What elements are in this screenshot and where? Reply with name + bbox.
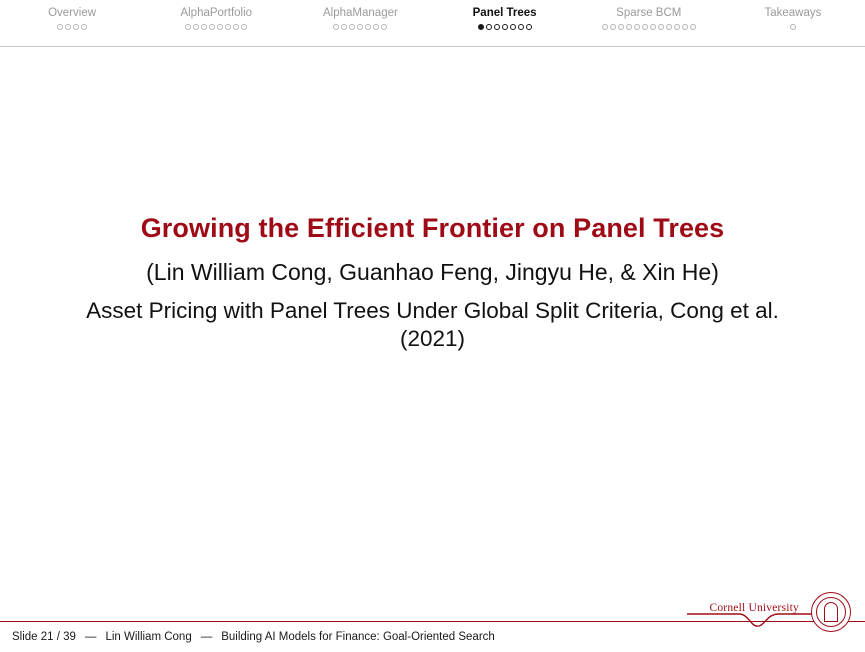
- nav-dot[interactable]: [73, 24, 79, 30]
- nav-section-label: AlphaPortfolio: [180, 7, 253, 19]
- nav-dot[interactable]: [502, 24, 508, 30]
- nav-dot[interactable]: [494, 24, 500, 30]
- footer-separator-1: —: [84, 631, 97, 643]
- nav-dot[interactable]: [381, 24, 387, 30]
- nav-dot[interactable]: [486, 24, 492, 30]
- nav-dot[interactable]: [626, 24, 632, 30]
- nav-dot[interactable]: [526, 24, 532, 30]
- logo-wordmark: Cornell University: [709, 602, 799, 614]
- nav-dot[interactable]: [201, 24, 207, 30]
- nav-dot[interactable]: [674, 24, 680, 30]
- nav-dot[interactable]: [225, 24, 231, 30]
- nav-section-dots[interactable]: [185, 24, 247, 30]
- nav-dot[interactable]: [185, 24, 191, 30]
- nav-dot[interactable]: [666, 24, 672, 30]
- nav-dot[interactable]: [233, 24, 239, 30]
- nav-dot[interactable]: [241, 24, 247, 30]
- presenter-name: Lin William Cong: [105, 631, 192, 643]
- nav-section-label: Sparse BCM: [616, 7, 682, 19]
- subtitle-line: Asset Pricing with Panel Trees Under Global Split Criteria, Cong et al.(2021): [86, 298, 779, 351]
- nav-dot[interactable]: [357, 24, 363, 30]
- nav-dot[interactable]: [81, 24, 87, 30]
- nav-dot[interactable]: [518, 24, 524, 30]
- nav-section-dots[interactable]: [333, 24, 387, 30]
- talk-title: Building AI Models for Finance: Goal-Oriented Search: [221, 631, 495, 643]
- nav-dot[interactable]: [333, 24, 339, 30]
- nav-dot[interactable]: [478, 24, 484, 30]
- authors-line: (Lin William Cong, Guanhao Feng, Jingyu He, & Xin He): [146, 259, 719, 285]
- nav-section-alphamanager[interactable]: [288, 6, 432, 30]
- nav-dot[interactable]: [65, 24, 71, 30]
- nav-section-overview[interactable]: [0, 6, 144, 30]
- nav-section-dots[interactable]: [602, 24, 696, 30]
- cornell-seal-icon: [811, 592, 851, 632]
- nav-dot[interactable]: [602, 24, 608, 30]
- nav-dot[interactable]: [217, 24, 223, 30]
- nav-section-dots[interactable]: [790, 24, 796, 30]
- nav-section-panel-trees[interactable]: [433, 6, 577, 30]
- slide-number: Slide 21 / 39: [12, 631, 76, 643]
- logo-swoosh-icon: [687, 608, 817, 630]
- nav-section-label: Takeaways: [764, 7, 822, 19]
- nav-dot[interactable]: [57, 24, 63, 30]
- nav-dot[interactable]: [690, 24, 696, 30]
- nav-dot[interactable]: [341, 24, 347, 30]
- page-title: Growing the Efficient Frontier on Panel Trees: [140, 213, 725, 243]
- nav-dot[interactable]: [373, 24, 379, 30]
- section-navigation[interactable]: [0, 0, 865, 46]
- nav-section-takeaways[interactable]: [721, 6, 865, 30]
- nav-dot[interactable]: [349, 24, 355, 30]
- nav-dot[interactable]: [610, 24, 616, 30]
- footer-separator-2: —: [200, 631, 213, 643]
- slide-body: [0, 47, 865, 620]
- nav-dot[interactable]: [642, 24, 648, 30]
- nav-dot[interactable]: [209, 24, 215, 30]
- nav-dot[interactable]: [790, 24, 796, 30]
- nav-dot[interactable]: [650, 24, 656, 30]
- nav-section-sparse-bcm[interactable]: [577, 6, 721, 30]
- nav-dot[interactable]: [618, 24, 624, 30]
- nav-dot[interactable]: [682, 24, 688, 30]
- nav-dot[interactable]: [510, 24, 516, 30]
- nav-section-label: Overview: [48, 7, 97, 19]
- nav-dot[interactable]: [634, 24, 640, 30]
- nav-section-label: Panel Trees: [472, 7, 537, 19]
- cornell-university-logo: [682, 594, 857, 638]
- nav-section-label: AlphaManager: [323, 7, 398, 19]
- nav-dot[interactable]: [193, 24, 199, 30]
- title-block: [0, 211, 865, 353]
- nav-dot[interactable]: [658, 24, 664, 30]
- nav-section-dots[interactable]: [478, 24, 532, 30]
- nav-section-dots[interactable]: [57, 24, 87, 30]
- nav-section-alphaportfolio[interactable]: [144, 6, 288, 30]
- nav-dot[interactable]: [365, 24, 371, 30]
